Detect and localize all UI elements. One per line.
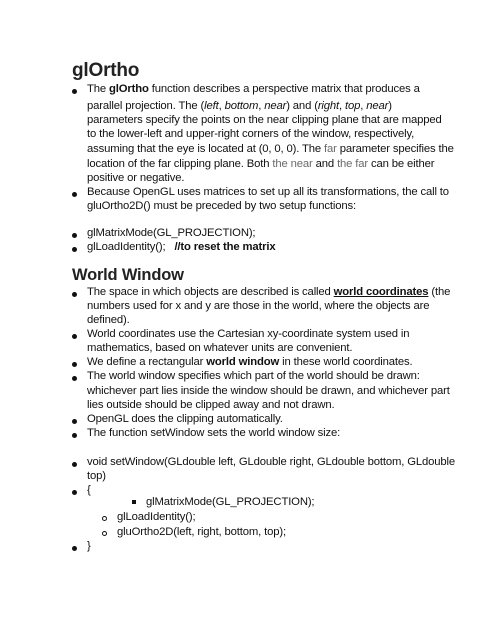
text-line: whichever part lies inside the window should be drawn, and whichever part bbox=[87, 385, 450, 397]
text-line: defined). bbox=[87, 314, 130, 326]
code-line: } bbox=[87, 540, 91, 552]
text-line: parallel projection. The (left, bottom, near) and (right, top, near) bbox=[87, 100, 392, 112]
text-line: The function setWindow sets the world window size: bbox=[87, 427, 341, 439]
bullet-icon bbox=[72, 292, 77, 297]
text-line: The glOrtho function describes a perspective matrix that produces a bbox=[87, 83, 420, 95]
circle-bullet-icon bbox=[102, 531, 107, 536]
code-line: top) bbox=[87, 470, 106, 482]
text-line: World coordinates use the Cartesian xy-coordinate system used in bbox=[87, 328, 410, 340]
bullet-icon bbox=[72, 89, 77, 94]
bullet-icon bbox=[72, 334, 77, 339]
bullet-icon bbox=[72, 433, 77, 438]
text-line: glMatrixMode(GL_PROJECTION); bbox=[87, 227, 256, 239]
bullet-icon bbox=[72, 376, 77, 381]
text-line: parameters specify the points on the near clipping plane that are mapped bbox=[87, 114, 442, 126]
text-line: The world window specifies which part of the world should be drawn: bbox=[87, 370, 420, 382]
text-line: to the lower-left and upper-right corners of the window, respectively, bbox=[87, 128, 415, 140]
text-line: lies outside should be clipped away and not drawn. bbox=[87, 399, 335, 411]
section-title-world-window: World Window bbox=[72, 266, 184, 284]
section-title-glortho: glOrtho bbox=[72, 60, 140, 81]
text-line: The space in which objects are described is called world coordinates (the bbox=[87, 286, 451, 298]
bullet-icon bbox=[72, 247, 77, 252]
text-line: OpenGL does the clipping automatically. bbox=[87, 413, 283, 425]
bullet-icon bbox=[72, 192, 77, 197]
code-line: void setWindow(GLdouble left, GLdouble right, GLdouble bottom, GLdouble bbox=[87, 456, 456, 468]
code-line: { bbox=[87, 484, 91, 496]
bullet-icon bbox=[72, 233, 77, 238]
code-line: gluOrtho2D(left, right, bottom, top); bbox=[117, 526, 287, 538]
text-line: assuming that the eye is located at (0, 0, 0). The far parameter specifies the bbox=[87, 143, 454, 155]
code-line: glLoadIdentity(); bbox=[117, 511, 196, 523]
circle-bullet-icon bbox=[102, 516, 107, 521]
text-line: Because OpenGL uses matrices to set up all its transformations, the call to bbox=[87, 186, 449, 198]
code-line: glMatrixMode(GL_PROJECTION); bbox=[146, 496, 315, 508]
bullet-icon bbox=[72, 546, 77, 551]
text-line: gluOrtho2D() must be preceded by two setup functions: bbox=[87, 200, 356, 212]
text-line: mathematics, based on whatever units are convenient. bbox=[87, 342, 353, 354]
bullet-icon bbox=[72, 362, 77, 367]
text-line: We define a rectangular world window in these world coordinates. bbox=[87, 356, 413, 368]
bullet-icon bbox=[72, 419, 77, 424]
square-bullet-icon bbox=[132, 500, 136, 504]
bullet-icon bbox=[72, 490, 77, 495]
bullet-icon bbox=[72, 462, 77, 467]
text-line: glLoadIdentity(); //to reset the matrix bbox=[87, 241, 276, 253]
text-line: location of the far clipping plane. Both the near and the far can be either bbox=[87, 158, 435, 170]
text-line: positive or negative. bbox=[87, 172, 185, 184]
text-line: numbers used for x and y are those in the world, where the objects are bbox=[87, 300, 430, 312]
